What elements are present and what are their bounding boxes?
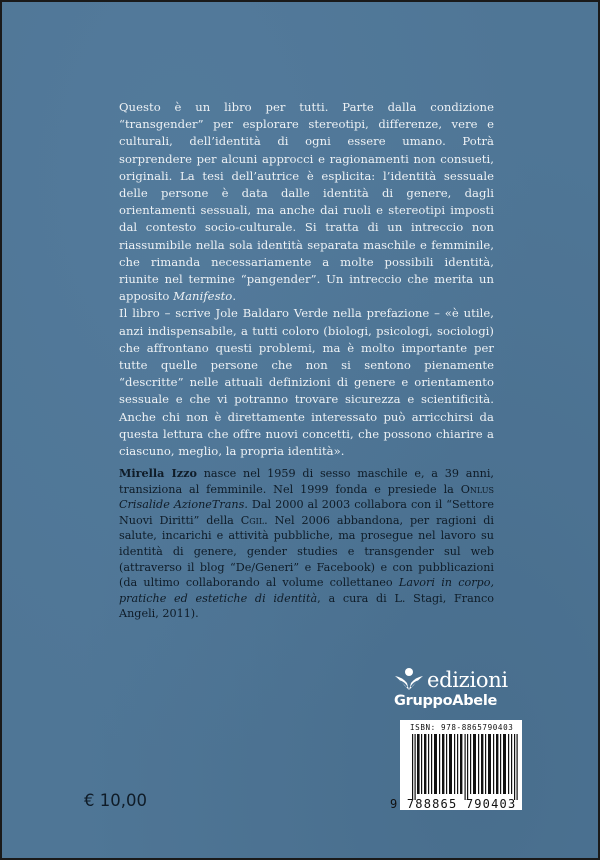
publisher-name: GruppoAbele	[394, 693, 498, 709]
bio-text-4: , a cura di L. Stagi, Franco Angeli, 2011).	[119, 591, 494, 621]
manifesto-title: Manifesto	[173, 289, 233, 304]
onlus-label: Onlus	[460, 482, 494, 496]
person-with-open-arms-icon	[394, 667, 424, 691]
blurb-p1-text: Questo è un libro per tutti. Parte dalla condizione “transgender” per esplorare stereotipi, differenze, vere e culturali, dell’identità di ogni essere umano. Potrà sorprendere per alcuni approcci e ragionamenti non consueti, originali. La tesi dell’autrice è esplicita: l’identità sessuale delle persone è data dalle identità di genere, dagli orientamenti sessuali, ma anche dai ruoli e stereotipi imposti dal contesto socio-culturale. Si tratta di un intreccio non riassumibile nella sola identità separata maschile e femminile, che rimanda necessariamente a molte possibili identità, riunite nel termine “pangender”. Un intreccio che merita un apposito	[119, 100, 494, 304]
blurb-p1-end: .	[232, 289, 237, 304]
author-bio-paragraph	[119, 466, 494, 622]
cgil-label: Cgil	[240, 513, 265, 527]
author-name: Mirella Izzo	[119, 466, 197, 480]
bio-text-1: nasce nel 1959 di sesso maschile e, a 39 anni, transiziona al femminile. Nel 1999 fonda e presiede la	[119, 467, 494, 496]
author-bio	[119, 466, 494, 622]
blurb-paragraph-2: Il libro – scrive Jole Baldaro Verde nella prefazione – «è utile, anzi indispensabile, a tutti coloro (biologi, psicologi, sociologi) che affrontano questi problemi, ma è molto importante per tutte quelle persone che non si sentono pienamente “descritte” nelle attuali definizioni di genere e orientamento sessuale e che vi potranno trovare sicurezza e scientificità. Anche chi non è direttamente interessato può arricchirsi da questa lettura che offre nuovi concetti, che possono chiarire a ciascuno, meglio, la propria identità».	[119, 306, 494, 459]
publisher-logo	[394, 667, 534, 710]
volume-title: Lavori in corpo, pratiche ed estetiche di identità	[119, 576, 494, 605]
book-back-cover	[2, 2, 598, 858]
barcode-bars-icon	[410, 734, 520, 800]
isbn-label: ISBN: 978-8865790403	[410, 723, 514, 732]
logo-top-row	[394, 667, 534, 691]
isbn-barcode	[390, 720, 522, 811]
price: € 10,00	[84, 791, 147, 810]
bio-text-3: . Nel 2006 abbandona, per ragioni di salute, incarichi e attività pubbliche, ma prosegue nel lavoro su identità di genere, gender studies e transgender sul web (attraverso il blog “De/Generi” e Facebook) e con pubblicazioni (da ultimo collaborando al volume collettaneo	[119, 513, 494, 590]
bio-text-2: . Dal 2000 al 2003 collabora con il “Settore Nuovi Diritti” della	[119, 498, 494, 527]
publisher-edizioni: edizioni	[427, 668, 508, 692]
organization-name: Crisalide AzioneTrans	[119, 498, 245, 512]
blurb-text	[119, 99, 494, 460]
blurb-paragraph-1	[119, 99, 494, 305]
barcode-number: 9 788865 790403	[390, 797, 517, 811]
